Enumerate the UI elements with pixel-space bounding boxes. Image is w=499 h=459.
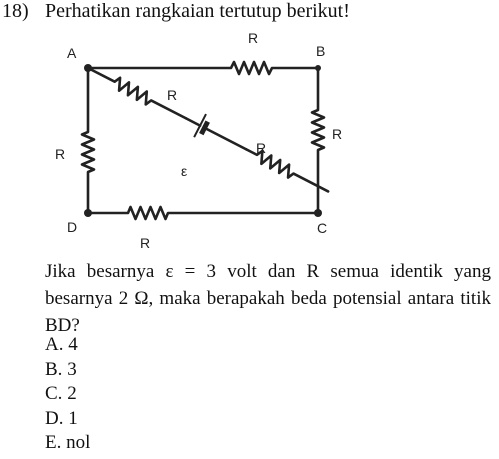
option-d[interactable] [45, 407, 90, 432]
resistor-label-top: R [248, 30, 259, 46]
node-a-dot [84, 64, 92, 72]
question-text: Jika besarnya ε = 3 volt dan R semua identik yang besarnya 2 Ω, maka berapakah beda potensial antara titik BD? [45, 261, 491, 336]
option-value: 4 [68, 334, 78, 355]
node-label-a: A [67, 45, 77, 61]
diagonal-branch [85, 63, 331, 197]
option-letter: E. [45, 432, 62, 453]
option-letter: C. [45, 383, 63, 404]
option-letter: D. [45, 407, 64, 429]
emf-wire-left [186, 118, 200, 125]
node-label-b: B [316, 43, 326, 59]
node-d-dot [84, 209, 92, 217]
resistor-label-diag-lower: R [256, 140, 267, 156]
wire-left [82, 68, 94, 213]
option-b[interactable] [45, 358, 90, 383]
wire-right [312, 68, 324, 213]
option-a[interactable] [45, 333, 90, 358]
resistor-label-diag-upper: R [167, 87, 178, 103]
emf-label: ε [181, 163, 188, 179]
question-number: 18) [2, 0, 29, 22]
option-value: nol [66, 432, 91, 453]
node-b-dot [315, 65, 321, 71]
question-title: Perhatikan rangkaian tertutup berikut! [45, 0, 350, 22]
option-letter: A. [45, 334, 64, 355]
option-value: 1 [68, 407, 78, 429]
option-value: 2 [67, 383, 77, 404]
wire-bottom [88, 207, 318, 219]
resistor-label-left: R [55, 146, 66, 162]
node-c-dot [314, 209, 322, 217]
battery-icon [194, 114, 210, 139]
resistor-label-right: R [332, 126, 343, 142]
option-c[interactable] [45, 382, 90, 407]
node-label-c: C [317, 220, 328, 236]
option-value: 3 [67, 358, 77, 380]
option-letter: B. [45, 358, 63, 380]
wire-top [88, 62, 318, 74]
emf-wire-right [205, 128, 247, 149]
node-label-d: D [67, 219, 78, 235]
option-e[interactable] [45, 431, 90, 456]
answer-options [45, 333, 90, 456]
resistor-label-bottom: R [140, 235, 151, 250]
